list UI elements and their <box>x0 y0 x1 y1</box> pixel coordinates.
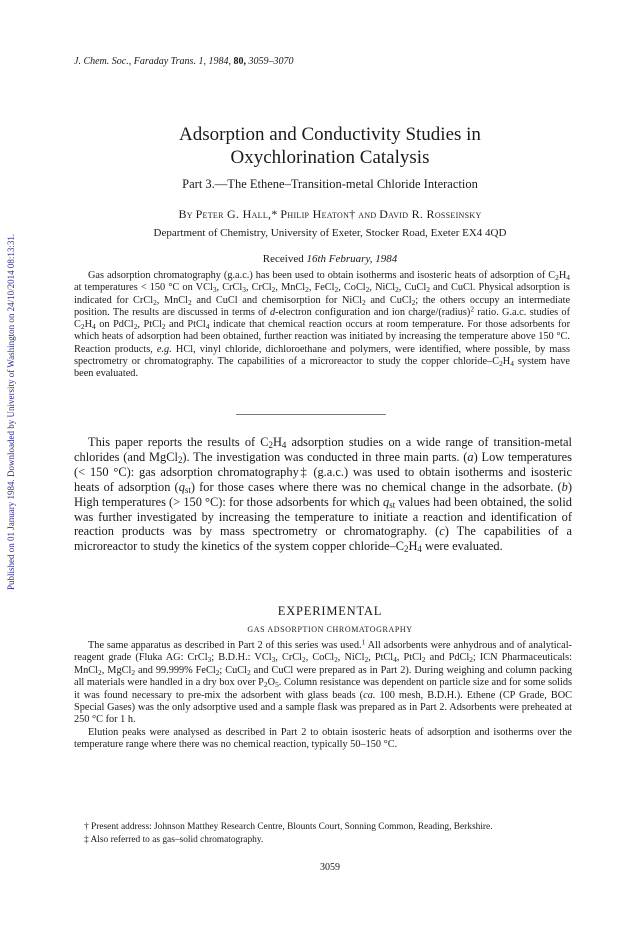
footnote-gas-solid: ‡ Also referred to as gas–solid chromatography. <box>84 835 264 846</box>
section-divider <box>236 414 386 415</box>
author-line <box>60 207 600 222</box>
abstract-text: Gas adsorption chromatography (g.a.c.) has been used to obtain isotherms and isosteric heats of adsorption of $C_2H_4$ at temperatures < 150 °C on VCl$_3$, CrCl$_3$, CrCl$_2$, MnCl$_2$, FeCl$_2$, CoCl$_2$, NiCl$_2$, CuCl$_2$ and CuCl. Physical adsorption is indicated for CrCl$_2$, MnCl$_2$ and CuCl and chemisorption for NiCl$_2$ and CuCl$_2$; the others occupy an intermediate position. The results are discussed in terms of d-electron configuration and ion charge/(radius)$^2$ ratio. G.a.c. studies of $C_2H_4$ on PdCl$_2$, PtCl$_2$ and PtCl$_4$ indicate that chemical reaction occurs at room temperature. For those adsorbents for which heats of adsorption had been obtained, further reaction was initiated by increasing the temperature above 150 °C. Reaction products, e.g. HCl, vinyl chloride, dichloroethane and polymers, were identified, where possible, by mass spectrometry or chromatography. The capabilities of a microreactor to study the copper chloride–$C_2H_4$ system have been evaluated. <box>74 270 571 380</box>
author-rosseinsky: David R. Rosseinsky <box>379 207 482 221</box>
author-heaton: Philip Heaton† <box>280 207 356 221</box>
download-watermark: Published on 01 January 1984. Downloaded by University of Washington on 24/10/2014 08:13:31. <box>6 233 16 590</box>
journal-pages: 3059–3070 <box>248 56 294 67</box>
and-label: and <box>358 207 377 221</box>
received-label: Received <box>262 253 304 265</box>
paper-title-line1: Adsorption and Conductivity Studies in <box>179 124 481 145</box>
by-label: By <box>178 207 193 221</box>
journal-name: J. Chem. Soc., Faraday Trans. 1, <box>74 56 206 67</box>
paper-title-line2: Oxychlorination Catalysis <box>230 147 430 168</box>
affiliation: Department of Chemistry, University of Exeter, Stocker Road, Exeter EX4 4QD <box>153 227 507 239</box>
page-number: 3059 <box>320 862 340 873</box>
footnotes <box>74 822 572 848</box>
footnote-present-address: † Present address: Johnson Matthey Research Centre, Blounts Court, Sonning Common, Reading, Berkshire. <box>84 822 493 832</box>
journal-year: 1984, <box>208 56 231 67</box>
experimental-paragraph-2: Elution peaks were analysed as described in Part 2 to obtain isosteric heats of adsorption and isotherms over the temperature range where there was no chemical reaction, typically 50–150 °C. <box>74 726 572 751</box>
received-value: 16th February, 1984 <box>306 253 398 265</box>
paper-subtitle: Part 3.—The Ethene–Transition-metal Chloride Interaction <box>182 177 478 191</box>
section-heading-experimental: EXPERIMENTAL <box>277 604 383 618</box>
introduction <box>74 435 572 554</box>
introduction-text: This paper reports the results of $C_2H_4$ adsorption studies on a wide range of transition-metal chlorides (and MgCl$_2$). The investigation was conducted in three main parts. (a) Low temperatures (< 150 °C): gas adsorption chromatography‡ (g.a.c.) was used to obtain isotherms and isosteric heats of adsorption $(q_{st})$ for those cases where there was no chemical change in the adsorbate. (b) High temperatures (> 150 °C): for those adsorbents for which $q_{st}$ values had been obtained, the solid was further investigated by increasing the temperature to initiate a reaction and identification of reaction products was by mass spectrometry or chromatography. (c) The capabilities of a microreactor to study the kinetics of the system copper chloride–$C_2H_4$ were evaluated. <box>74 435 573 555</box>
experimental-text <box>74 637 573 752</box>
experimental-paragraph-1: The same apparatus as described in Part 2 of this series was used.$^1$ All adsorbents were anhydrous and of analytical-reagent grade (Fluka AG: CrCl$_3$; B.D.H.: VCl$_3$, CrCl$_2$, CoCl$_2$, NiCl$_2$, PtCl$_4$, PtCl$_2$ and PdCl$_2$; ICN Pharmaceuticals: MnCl$_2$, MgCl$_2$ and 99.999% FeCl$_2$; CuCl$_2$ and CuCl were prepared as in Part 2). During weighing and column packing all materials were handled in a dry box over $P_2O_5$. Column resistance was dependent on particle size and for some solids it was found necessary to pre-mix the adsorbent with glass beads (ca. 100 mesh, B.D.H.). Ethene (CP Grade, BOC Special Gases) was the only adsorptive used and a sample flask was prepared as in Part 2. Adsorbents were preheated at 250 °C for 1 h. <box>74 637 573 726</box>
abstract <box>74 270 570 381</box>
journal-volume: 80, <box>233 56 246 67</box>
journal-citation <box>74 56 293 67</box>
received-date <box>60 253 600 265</box>
author-hall: Peter G. Hall,* <box>195 207 278 221</box>
subsection-heading-gac: GAS ADSORPTION CHROMATOGRAPHY <box>247 625 413 634</box>
